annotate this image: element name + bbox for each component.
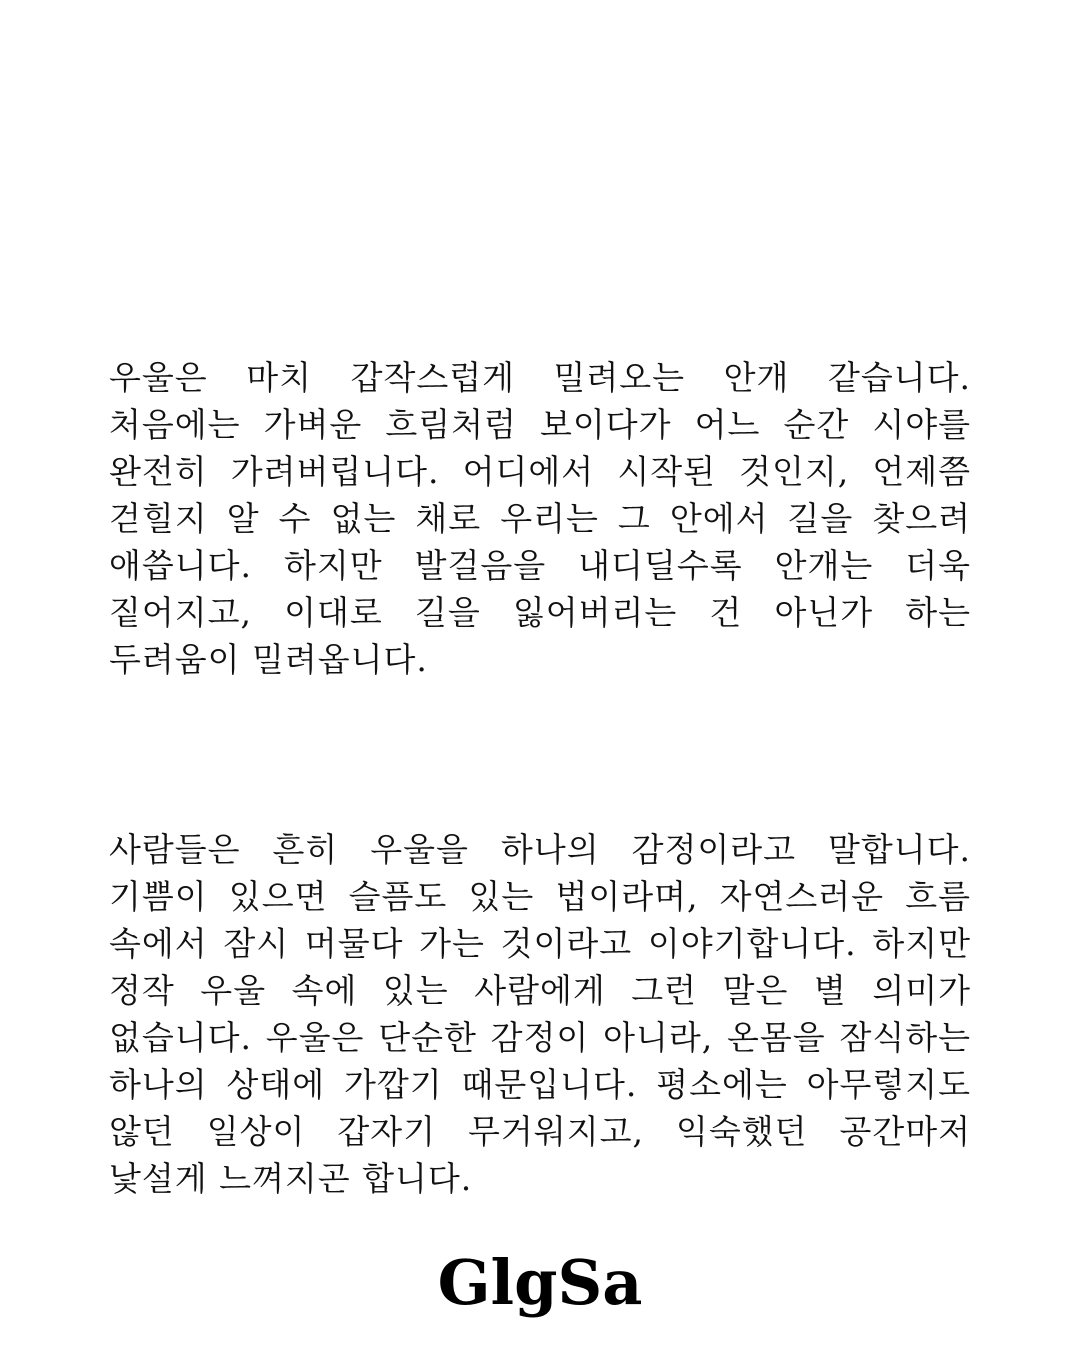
brand-wordmark: GlgSa <box>437 1246 643 1319</box>
paragraph-2: 사람들은 흔히 우울을 하나의 감정이라고 말합니다. 기쁨이 있으면 슬픔도 있는 법이라며, 자연스러운 흐름 속에서 잠시 머물다 가는 것이라고 이야기합니다. 하지만 정작 우울 속에 있는 사람에게 그런 말은 별 의미가 없습니다. 우울은 단순한 감정이 아니라, 온몸을 잠식하는 하나의 상태에 가깝기 때문입니다. 평소에는 아무렇지도 않던 일상이 갑자기 무거워지고, 익숙했던 공간마저 낯설게 느껴지곤 합니다. <box>109 830 971 1198</box>
paragraph-1: 우울은 마치 갑작스럽게 밀려오는 안개 같습니다. 처음에는 가벼운 흐림처럼 보이다가 어느 순간 시야를 완전히 가려버립니다. 어디에서 시작된 것인지, 언제쯤 걷힐지 알 수 없는 채로 우리는 그 안에서 길을 찾으려 애씁니다. 하지만 발걸음을 내디딜수록 안개는 더욱 짙어지고, 이대로 길을 잃어버리는 건 아닌가 하는 두려움이 밀려옵니다. <box>109 358 971 679</box>
